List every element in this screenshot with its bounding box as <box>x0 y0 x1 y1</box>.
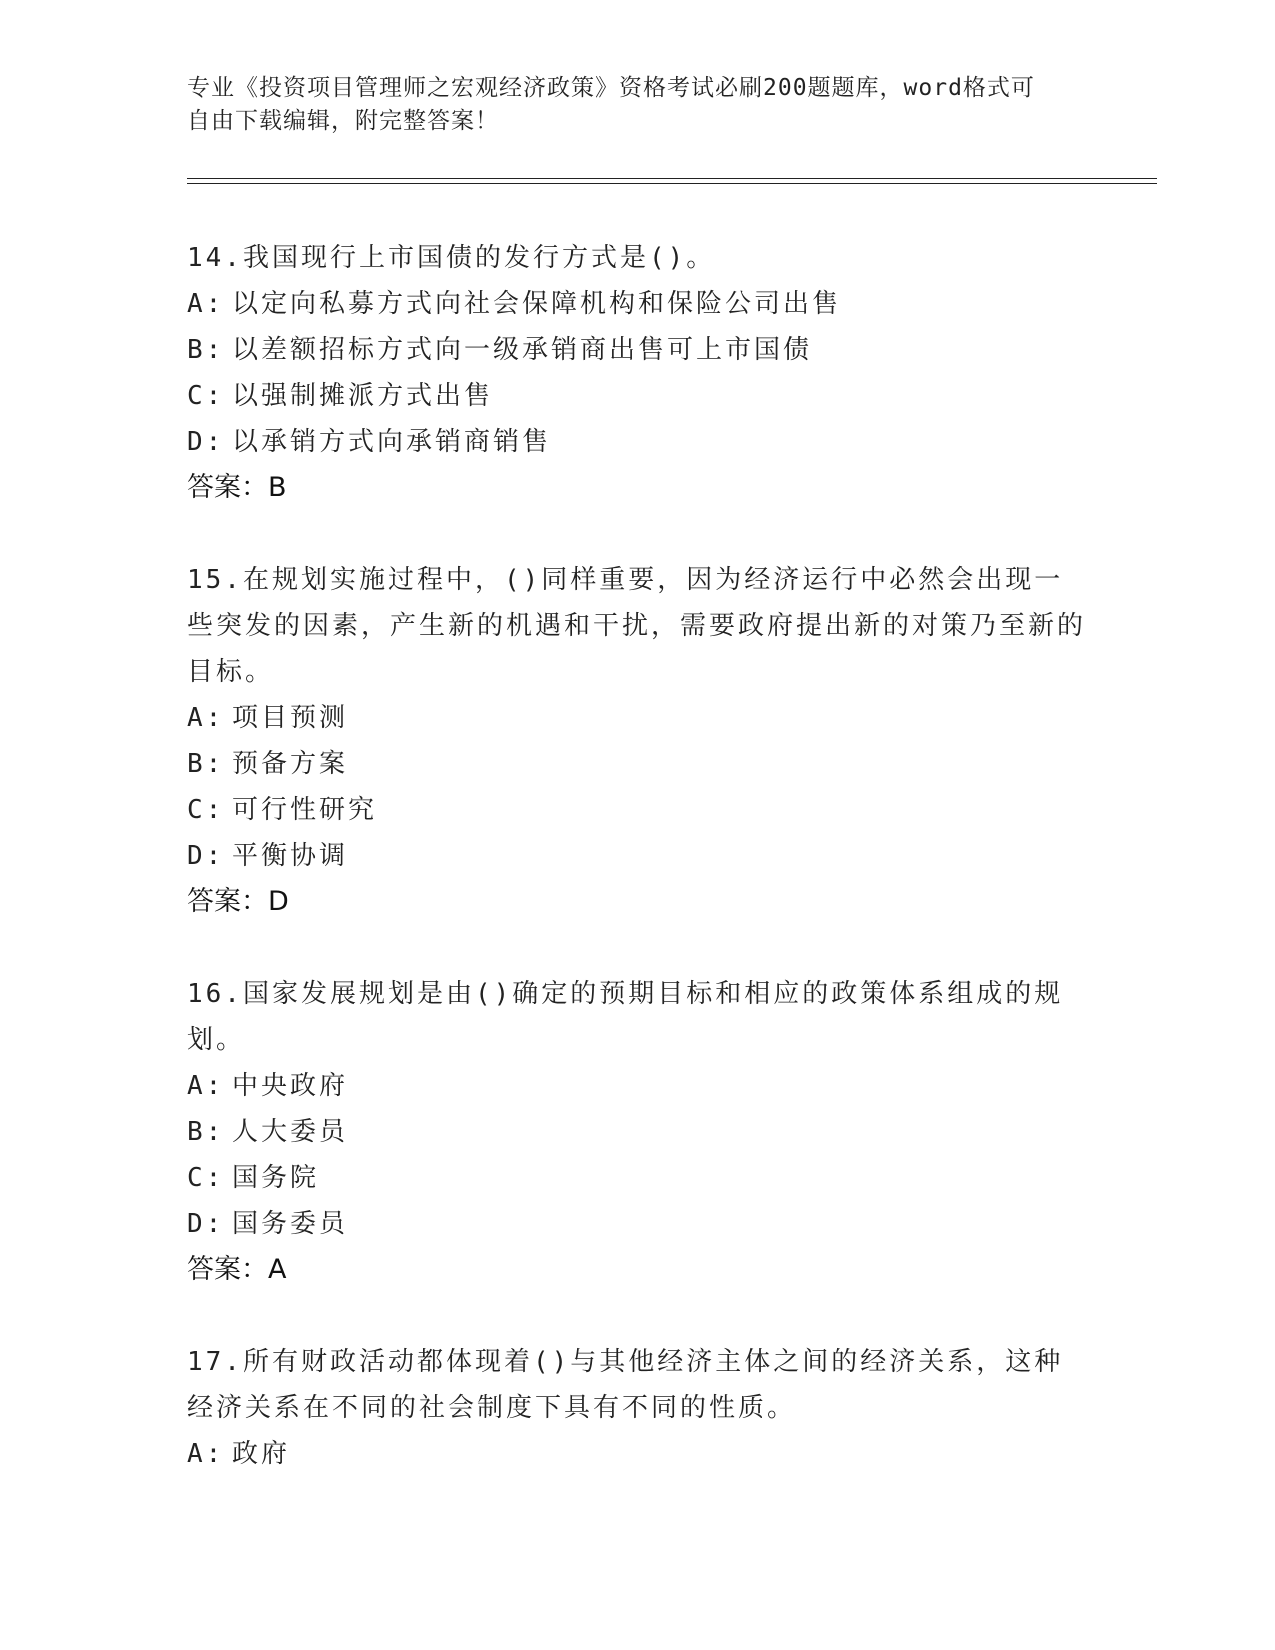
question-16 <box>187 971 1087 1293</box>
option-d <box>187 833 1087 879</box>
option-key: A: <box>187 1439 225 1469</box>
header-divider-top <box>187 178 1157 179</box>
option-a <box>187 695 1087 741</box>
option-key: B: <box>187 749 225 779</box>
question-stem: 17.所有财政活动都体现着()与其他经济主体之间的经济关系，这种经济关系在不同的社会制度下具有不同的性质。 <box>187 1347 1064 1423</box>
option-key: B: <box>187 335 225 365</box>
option-key: D: <box>187 1209 225 1239</box>
option-text: 中央政府 <box>232 1071 349 1101</box>
option-key: B: <box>187 1117 225 1147</box>
option-text: 平衡协调 <box>232 841 349 871</box>
option-key: A: <box>187 703 225 733</box>
option-text: 以定向私募方式向社会保障机构和保险公司出售 <box>232 289 842 319</box>
question-17 <box>187 1339 1087 1477</box>
question-15 <box>187 557 1087 925</box>
spacer <box>187 511 1087 557</box>
option-key: D: <box>187 427 225 457</box>
option-text: 项目预测 <box>232 703 349 733</box>
option-text: 以差额招标方式向一级承销商出售可上市国债 <box>232 335 813 365</box>
option-text: 以承销方式向承销商销售 <box>232 427 552 457</box>
option-c <box>187 787 1087 833</box>
option-c <box>187 373 1087 419</box>
option-key: D: <box>187 841 225 871</box>
option-a <box>187 281 1087 327</box>
option-b <box>187 1109 1087 1155</box>
option-key: A: <box>187 1071 225 1101</box>
option-d <box>187 1201 1087 1247</box>
question-stem: 14.我国现行上市国债的发行方式是()。 <box>187 243 716 273</box>
question-list <box>187 235 1087 1477</box>
header-divider-bottom <box>187 183 1157 184</box>
question-stem: 15.在规划实施过程中，()同样重要，因为经济运行中必然会出现一些突发的因素，产生新的机遇和干扰，需要政府提出新的对策乃至新的目标。 <box>187 565 1087 687</box>
option-a <box>187 1063 1087 1109</box>
option-b <box>187 741 1087 787</box>
answer-line: 答案：D <box>187 886 289 917</box>
answer-line: 答案：A <box>187 1254 287 1285</box>
option-key: C: <box>187 1163 225 1193</box>
document-header <box>187 72 1087 138</box>
option-c <box>187 1155 1087 1201</box>
option-text: 预备方案 <box>232 749 349 779</box>
spacer <box>187 925 1087 971</box>
option-text: 国务院 <box>232 1163 320 1193</box>
header-line-2: 自由下载编辑，附完整答案！ <box>187 108 499 134</box>
option-text: 可行性研究 <box>232 795 378 825</box>
spacer <box>187 1293 1087 1339</box>
option-text: 政府 <box>232 1439 291 1469</box>
option-text: 以强制摊派方式出售 <box>232 381 494 411</box>
question-14 <box>187 235 1087 511</box>
question-stem: 16.国家发展规划是由()确定的预期目标和相应的政策体系组成的规划。 <box>187 979 1064 1055</box>
header-line-1: 专业《投资项目管理师之宏观经济政策》资格考试必刷200题题库，word格式可 <box>187 75 1035 101</box>
option-key: C: <box>187 795 225 825</box>
option-d <box>187 419 1087 465</box>
option-text: 国务委员 <box>232 1209 349 1239</box>
option-a <box>187 1431 1087 1477</box>
answer-line: 答案：B <box>187 472 287 503</box>
option-text: 人大委员 <box>232 1117 349 1147</box>
option-key: C: <box>187 381 225 411</box>
option-key: A: <box>187 289 225 319</box>
option-b <box>187 327 1087 373</box>
